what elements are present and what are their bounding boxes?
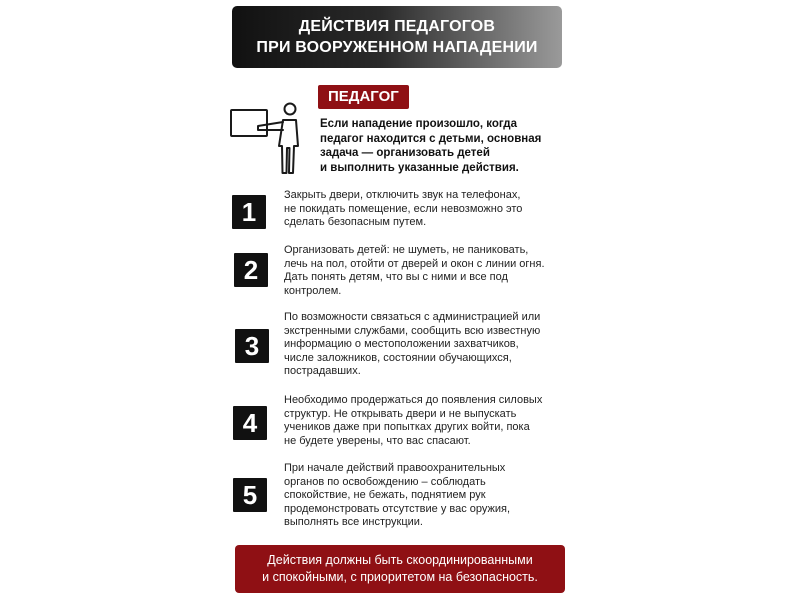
intro-line: Если нападение произошло, когда (320, 118, 517, 130)
step-number-badge: 3 (235, 329, 269, 363)
intro-text (320, 117, 560, 175)
step-line: числе заложников, состоянии обучающихся, (284, 351, 512, 364)
step-text (284, 311, 556, 379)
title-banner (232, 6, 562, 68)
step-line: органов по освобождению – соблюдать (284, 475, 486, 488)
step-line: спокойствие, не бежать, поднятием рук (284, 489, 486, 502)
footer-line-1: Действия должны быть скоординированными (267, 553, 533, 567)
footer-banner (235, 545, 565, 593)
title-line-1: ДЕЙСТВИЯ ПЕДАГОГОВ (298, 18, 496, 35)
step-text (284, 462, 556, 530)
step-line: контролем. (284, 284, 342, 297)
step-line: не покидать помещение, если невозможно это (284, 202, 523, 215)
teacher-pointing-at-board-icon (228, 100, 308, 175)
step-line: Необходимо продержаться до появления силовых (284, 394, 543, 406)
step-number-badge: 2 (234, 253, 268, 287)
title-line-2: ПРИ ВООРУЖЕННОМ НАПАДЕНИИ (256, 39, 538, 56)
step-line: выполнять все инструкции. (284, 516, 423, 529)
step-line: По возможности связаться с администрацией или (284, 311, 541, 323)
step-line: Дать понять детям, что вы с ними и все под (284, 271, 508, 284)
step-line: структур. Не открывать двери и не выпускать (284, 407, 517, 420)
role-badge: ПЕДАГОГ (318, 85, 409, 109)
step-line: Организовать детей: не шуметь, не паниковать, (284, 244, 529, 256)
intro-line: педагог находится с детьми, основная (320, 132, 542, 145)
step-line: сделать безопасным путем. (284, 216, 427, 229)
step-text (284, 394, 556, 448)
intro-line: задача — организовать детей (320, 147, 490, 159)
step-line: информацию о местоположении захватчиков, (284, 338, 519, 351)
intro-line: и выполнить указанные действия. (320, 161, 519, 174)
step-number-badge: 4 (233, 406, 267, 440)
step-number-badge: 1 (232, 195, 266, 229)
step-line: лечь на пол, отойти от дверей и окон с линии огня. (284, 257, 545, 270)
step-text (284, 189, 556, 230)
step-line: продемонстровать отсутствие у вас оружия, (284, 502, 511, 515)
step-text (284, 244, 556, 298)
step-line: учеников даже при попытках других войти, пока (284, 421, 530, 434)
step-line: экстренными службами, сообщить всю известную (284, 324, 541, 337)
step-line: При начале действий правоохранительных (284, 462, 506, 474)
step-number-badge: 5 (233, 478, 267, 512)
step-line: пострадавших. (284, 365, 361, 378)
step-line: не будете уверены, что вас спасают. (284, 434, 471, 447)
footer-line-2: и спокойными, с приоритетом на безопасность. (262, 570, 538, 584)
step-line: Закрыть двери, отключить звук на телефонах, (284, 189, 521, 201)
